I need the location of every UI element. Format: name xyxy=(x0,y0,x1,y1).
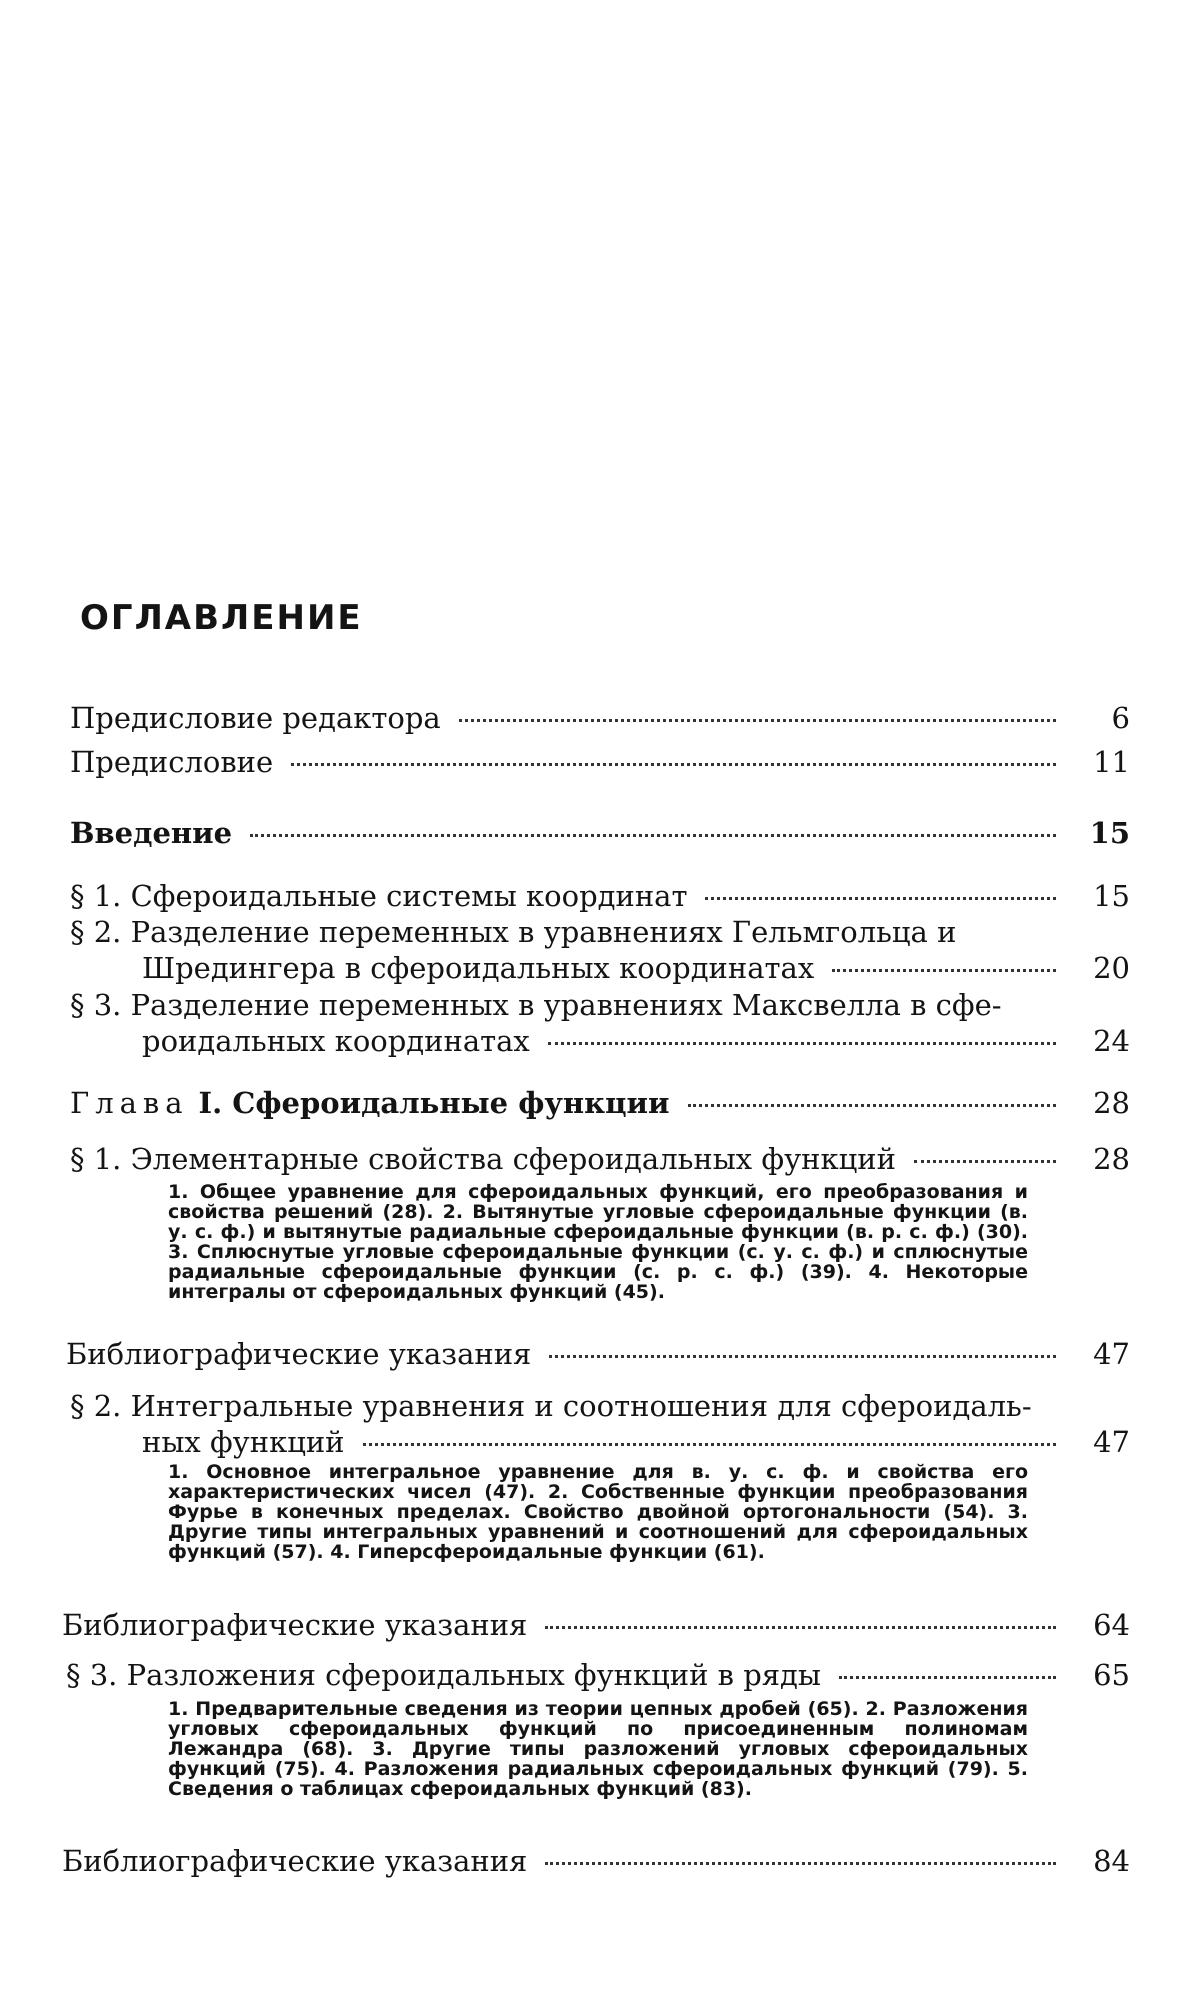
dot-leader xyxy=(250,834,1056,837)
dot-leader xyxy=(914,1160,1056,1163)
toc-entry-text: Библиографические указания xyxy=(62,1608,528,1642)
dot-leader xyxy=(291,763,1056,766)
toc-entry-intro-section-1[interactable] xyxy=(70,878,1130,914)
toc-entry-text: § 2. Интегральные уравнения и соотношения для сфероидаль- xyxy=(70,1389,1032,1423)
toc-entry-preface[interactable] xyxy=(70,744,1130,780)
dot-leader xyxy=(839,1676,1056,1679)
toc-entry-text: Введение xyxy=(70,816,233,850)
toc-page-number: 15 xyxy=(1089,816,1130,850)
chapter-prefix: Глава xyxy=(70,1086,189,1120)
dot-leader xyxy=(688,1104,1056,1107)
toc-entry-text: § 1. Элементарные свойства сфероидальных функций xyxy=(70,1142,896,1176)
toc-page-number: 24 xyxy=(1093,1024,1130,1058)
chapter-title: I. Сфероидальные функции xyxy=(198,1086,670,1120)
toc-page-number: 11 xyxy=(1093,745,1130,779)
toc-page-number: 20 xyxy=(1093,951,1130,985)
toc-entry-text: § 3. Разделение переменных в уравнениях Максвелла в сфе- xyxy=(70,988,1002,1022)
dot-leader xyxy=(459,719,1056,722)
toc-entry-chapter-1[interactable] xyxy=(70,1085,1130,1121)
toc-page-number: 84 xyxy=(1093,1844,1130,1878)
toc-entry-bibliography-3[interactable] xyxy=(62,1843,1130,1879)
toc-entry-ch1-section-3[interactable] xyxy=(66,1657,1130,1693)
dot-leader xyxy=(548,1042,1056,1045)
dot-leader xyxy=(549,1355,1056,1358)
toc-page-number: 47 xyxy=(1093,1337,1130,1371)
toc-entry-text-continued: Шредингера в сфероидальных координатах xyxy=(142,951,815,985)
toc-page-number: 64 xyxy=(1093,1608,1130,1642)
toc-subsection-list: 1. Предварительные сведения из теории цепных дробей (65). 2. Разложения угловых сфероидальных функций по присоединенным полиномам Лежандра (68). 3. Другие типы разложений угловых сфероидальных функций (75). 4. Разложения радиальных сфероидальных функций (79). 5. Сведения о таблицах сфероидальных функций (83). xyxy=(168,1698,1028,1800)
dot-leader xyxy=(705,897,1056,900)
dot-leader xyxy=(545,1626,1056,1629)
toc-page-number: 28 xyxy=(1093,1086,1130,1120)
toc-entry-intro-section-3[interactable] xyxy=(70,987,1130,1059)
toc-page-number: 65 xyxy=(1093,1658,1130,1692)
toc-subsection-list: 1. Общее уравнение для сфероидальных функций, его преобразования и свойства решений (28). 2. Вытянутые угловые сфероидальные функции (в. у. с. ф.) и вытянутые радиальные сфероидальные функции (в. р. с. ф.) (30). 3. Сплюснутые угловые сфероидальные функции (с. у. с. ф.) и сплюснутые радиальные сфероидальные функции (с. р. с. ф.) (39). 4. Некоторые интегралы от сфероидальных функций (45). xyxy=(168,1181,1028,1303)
toc-entry-bibliography-2[interactable] xyxy=(62,1607,1130,1643)
toc-entry-text-continued: ных функций xyxy=(142,1425,345,1459)
dot-leader xyxy=(363,1443,1056,1446)
toc-entry-introduction[interactable] xyxy=(70,815,1130,851)
dot-leader xyxy=(832,969,1056,972)
toc-entry-text: Предисловие редактора xyxy=(70,701,441,735)
toc-entry-intro-section-2[interactable] xyxy=(70,914,1130,986)
page-title: ОГЛАВЛЕНИЕ xyxy=(80,598,363,638)
toc-entry-text: Библиографические указания xyxy=(66,1337,532,1371)
toc-entry-bibliography-1[interactable] xyxy=(66,1336,1130,1372)
toc-entry-text: § 2. Разделение переменных в уравнениях Гельмгольца и xyxy=(70,915,957,949)
toc-page-number: 47 xyxy=(1093,1425,1130,1459)
toc-entry-text: Библиографические указания xyxy=(62,1844,528,1878)
toc-page-number: 6 xyxy=(1111,701,1130,735)
toc-entry-ch1-section-2[interactable] xyxy=(70,1388,1130,1460)
toc-entry-ch1-section-1[interactable] xyxy=(70,1141,1130,1177)
toc-page-number: 28 xyxy=(1093,1142,1130,1176)
toc-subsection-list: 1. Основное интегральное уравнение для в. у. с. ф. и свойства его характеристических чисел (47). 2. Собственные функции преобразования Фурье в конечных пределах. Свойство двойной ортогональности (54). 3. Другие типы интегральных уравнений и соотношений для сфероидальных функций (57). 4. Гиперсфероидальные функции (61). xyxy=(168,1461,1028,1563)
toc-entry-editor-preface[interactable] xyxy=(70,700,1130,736)
toc-entry-text: Предисловие xyxy=(70,745,274,779)
dot-leader xyxy=(545,1862,1056,1865)
toc-entry-text-continued: роидальных координатах xyxy=(142,1024,530,1058)
toc-entry-text: § 3. Разложения сфероидальных функций в ряды xyxy=(66,1658,821,1692)
toc-entry-text: § 1. Сфероидальные системы координат xyxy=(70,879,688,913)
toc-page-number: 15 xyxy=(1093,879,1130,913)
